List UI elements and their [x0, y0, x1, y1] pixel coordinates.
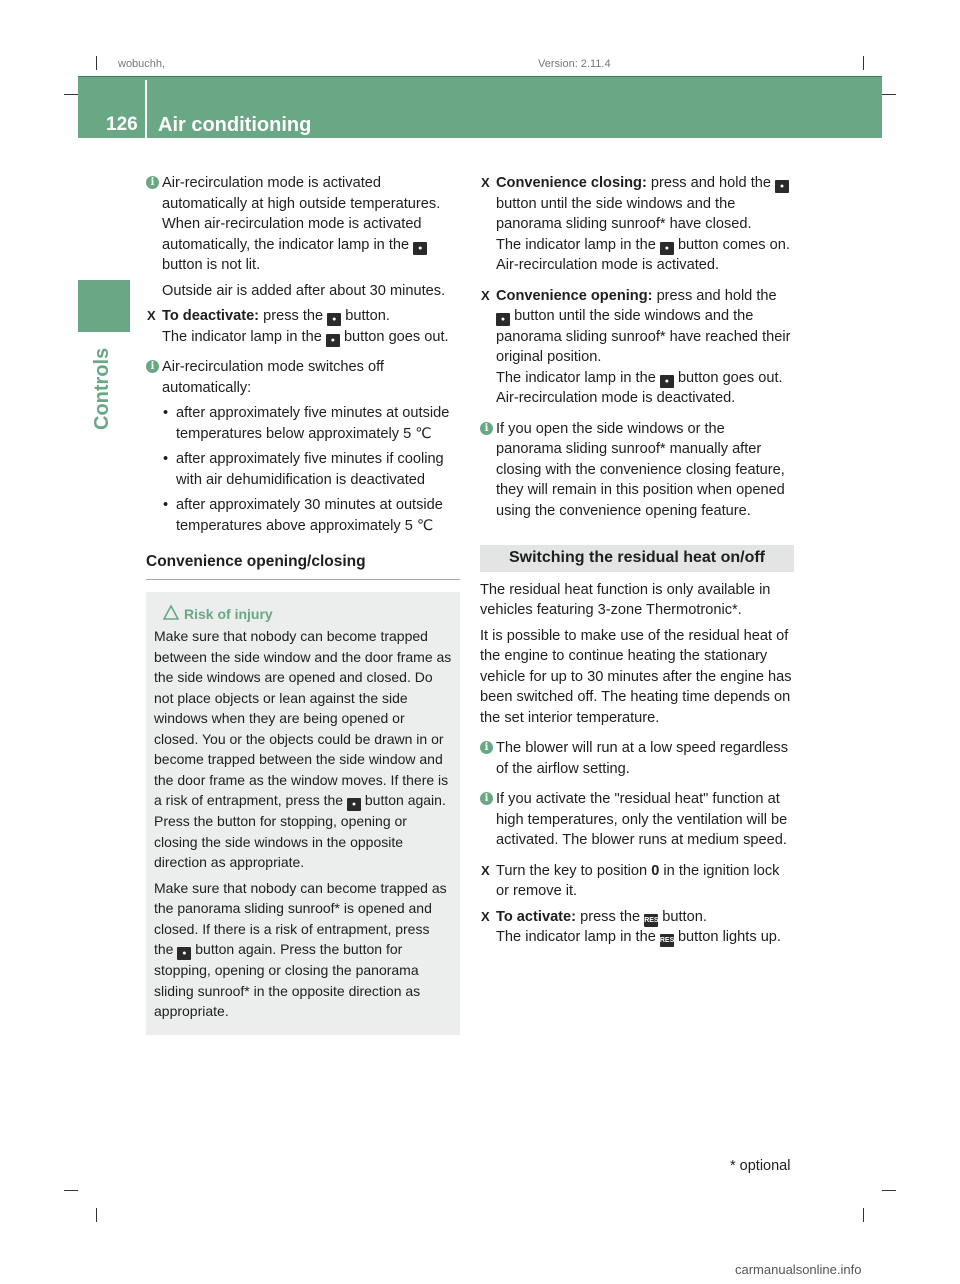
info-icon: i	[146, 360, 159, 373]
info-note: i If you open the side windows or the panorama sliding sunroof* manually after closing with the convenience closing feature, they will remain in this position when opened using the convenience opening feature.	[480, 419, 794, 522]
warning-triangle-icon	[163, 605, 179, 620]
recirculation-button-icon: ●	[775, 180, 789, 193]
recirculation-button-icon: ●	[660, 375, 674, 388]
header-small-right: Version: 2.11.4	[538, 58, 611, 70]
list-item: • after approximately five minutes if cooling with air dehumidification is deactivated	[163, 451, 444, 488]
recirculation-button-icon: ●	[177, 947, 191, 960]
crop-mark	[863, 56, 864, 70]
step-activate: X To activate: press the REST button. The indicator lamp in the REST button lights up.	[481, 908, 781, 945]
step-convenience-opening: X Convenience opening: press and hold the ● button until the side windows and the panorama sliding sunroof* have reached their original position. The indicator lamp in the ● button goes out. Air-recirculation mode is deactivated.	[481, 287, 791, 406]
info-note-continued: Outside air is added after about 30 minutes.	[162, 282, 446, 299]
header-ribbon-edge	[78, 76, 882, 77]
info-note: i Air-recirculation mode switches off automatically:	[146, 357, 460, 398]
step-arrow-icon: X	[481, 862, 490, 878]
rest-button-icon: REST	[644, 914, 658, 927]
warning-text: Make sure that nobody can become trapped between the side window and the door frame as the side windows are opened and closed. Do not place objects or lean against the side windows when they are being opened or closed. You or the objects could be drawn in or become trapped between the side window and the door frame as the window moves. If there is a risk of entrapment, press the ● button again. Press the button for stopping, opening or closing the side windows in the opposite direction as appropriate.	[154, 628, 452, 870]
crop-mark	[863, 1208, 864, 1222]
left-column	[146, 173, 460, 1035]
header-small-left: wobuchh,	[118, 58, 166, 70]
info-note: i If you activate the "residual heat" function at high temperatures, only the ventilation will be activated. The blower runs at medium speed.	[480, 789, 794, 851]
info-icon: i	[480, 741, 493, 754]
recirculation-button-icon: ●	[660, 242, 674, 255]
step-turn-key: X Turn the key to position 0 in the ignition lock or remove it.	[481, 862, 780, 899]
chapter-label: Controls	[91, 347, 113, 430]
recirculation-button-icon: ●	[496, 313, 510, 326]
section-title: Air conditioning	[158, 114, 312, 136]
info-note: i Air-recirculation mode is activated automatically at high outside temperatures. When air-recirculation mode is activated automatically, the indicator lamp in the ● button is not lit.	[146, 173, 460, 276]
list-item: • after approximately 30 minutes at outside temperatures above approximately 5 ℃	[163, 497, 443, 534]
recirculation-button-icon: ●	[326, 334, 340, 347]
rest-button-icon: REST	[660, 934, 674, 947]
crop-mark	[64, 94, 78, 95]
list-item: • after approximately five minutes at outside temperatures below approximately 5 ℃	[163, 405, 450, 442]
info-icon: i	[480, 792, 493, 805]
section-heading: Switching the residual heat on/off	[480, 545, 794, 572]
step-arrow-icon: X	[147, 308, 156, 323]
recirculation-button-icon: ●	[327, 313, 341, 326]
crop-mark	[96, 56, 97, 70]
header-separator	[145, 80, 147, 138]
crop-mark	[882, 94, 896, 95]
info-note: i The blower will run at a low speed regardless of the airflow setting.	[480, 738, 794, 779]
info-icon: i	[146, 176, 159, 189]
step-deactivate: X To deactivate: press the ● button. The indicator lamp in the ● button goes out.	[147, 308, 449, 345]
section-heading: Convenience opening/closing	[146, 552, 460, 580]
crop-mark	[882, 1190, 896, 1191]
step-arrow-icon: X	[481, 287, 490, 303]
recirculation-button-icon: ●	[413, 242, 427, 255]
step-arrow-icon: X	[481, 175, 490, 190]
paragraph: The residual heat function is only available in vehicles featuring 3-zone Thermotronic*.	[480, 581, 771, 618]
warning-box	[146, 592, 460, 1035]
page-number: 126	[106, 114, 138, 135]
footnote-optional: * optional	[730, 1158, 791, 1174]
step-arrow-icon: X	[481, 908, 490, 924]
paragraph: It is possible to make use of the residual heat of the engine to continue heating the stationary vehicle for up to 30 minutes after the engine has been switched off. The heating time depends on the set interior temperature.	[480, 627, 792, 726]
chapter-tab	[78, 280, 130, 332]
crop-mark	[64, 1190, 78, 1191]
recirculation-button-icon: ●	[347, 798, 361, 811]
watermark: carmanualsonline.info	[735, 1262, 862, 1277]
warning-text: Make sure that nobody can become trapped as the panorama sliding sunroof* is opened and closed. If there is a risk of entrapment, press the ● button again. Press the button for stopping, opening or closing the panorama sliding sunroof* in the opposite direction as appropriate.	[154, 879, 447, 1019]
step-convenience-closing: X Convenience closing: press and hold the ● button until the side windows and the panorama sliding sunroof* have closed. The indicator lamp in the ● button comes on. Air-recirculation mode is activated.	[481, 175, 790, 273]
right-column	[480, 173, 794, 953]
info-icon: i	[480, 422, 493, 435]
crop-mark	[96, 1208, 97, 1222]
warning-title: Risk of injury	[154, 604, 452, 625]
